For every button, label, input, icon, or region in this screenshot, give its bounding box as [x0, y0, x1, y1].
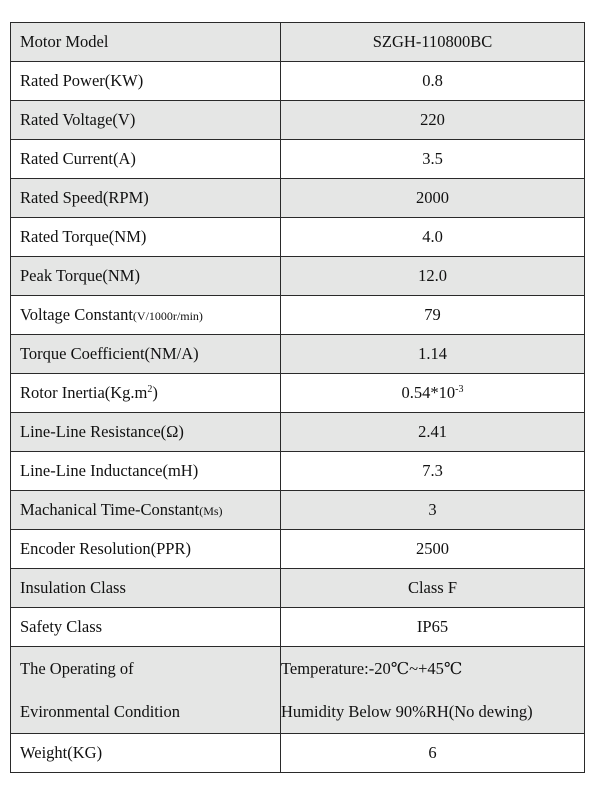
row-label — [11, 374, 281, 413]
row-value: 6 — [281, 734, 585, 773]
table-row — [11, 179, 585, 218]
row-label-line: The Operating of — [20, 659, 134, 678]
row-label: Torque Coefficient(NM/A) — [11, 335, 281, 374]
row-label: Rated Voltage(V) — [11, 101, 281, 140]
row-value — [281, 647, 585, 734]
row-value: 3.5 — [281, 140, 585, 179]
row-label: Safety Class — [11, 608, 281, 647]
row-label-unit: (V/1000r/min) — [132, 309, 203, 323]
table-row — [11, 374, 585, 413]
row-value: SZGH-110800BC — [281, 23, 585, 62]
row-value-line: Humidity Below 90%RH(No dewing) — [281, 702, 533, 721]
table-row — [11, 530, 585, 569]
row-label: Line-Line Inductance(mH) — [11, 452, 281, 491]
row-label-main: Machanical Time-Constant — [20, 500, 200, 519]
row-label-superscript: 2 — [147, 384, 153, 395]
row-label-line: Evironmental Condition — [20, 702, 180, 721]
row-value: 0.8 — [281, 62, 585, 101]
table-row — [11, 608, 585, 647]
row-value: 79 — [281, 296, 585, 335]
row-value: 2.41 — [281, 413, 585, 452]
row-value: 3 — [281, 491, 585, 530]
row-value — [281, 374, 585, 413]
row-label: Insulation Class — [11, 569, 281, 608]
table-row — [11, 257, 585, 296]
table-row — [11, 491, 585, 530]
row-label: Motor Model — [11, 23, 281, 62]
row-value: IP65 — [281, 608, 585, 647]
row-value: 1.14 — [281, 335, 585, 374]
row-value: 12.0 — [281, 257, 585, 296]
row-value: Class F — [281, 569, 585, 608]
row-label: Rated Torque(NM) — [11, 218, 281, 257]
table-row — [11, 452, 585, 491]
row-value: 220 — [281, 101, 585, 140]
row-value: 4.0 — [281, 218, 585, 257]
row-label-main: Rotor Inertia(Kg.m — [20, 383, 148, 402]
table-row — [11, 734, 585, 773]
row-value-line: Temperature:-20℃~+45℃ — [281, 659, 463, 678]
table-row — [11, 218, 585, 257]
motor-spec-table — [10, 22, 585, 773]
row-label: Rated Power(KW) — [11, 62, 281, 101]
row-label — [11, 647, 281, 734]
row-label: Encoder Resolution(PPR) — [11, 530, 281, 569]
row-label: Peak Torque(NM) — [11, 257, 281, 296]
table-row — [11, 101, 585, 140]
table-row — [11, 140, 585, 179]
table-row — [11, 62, 585, 101]
row-value-main: 0.54*10 — [401, 383, 456, 402]
table-row — [11, 647, 585, 734]
row-label-close: ) — [152, 383, 158, 402]
row-value: 2500 — [281, 530, 585, 569]
table-row — [11, 335, 585, 374]
row-label — [11, 296, 281, 335]
table-row — [11, 23, 585, 62]
row-label-main: Voltage Constant — [20, 305, 133, 324]
row-value: 2000 — [281, 179, 585, 218]
table-row — [11, 569, 585, 608]
row-label: Rated Current(A) — [11, 140, 281, 179]
table-row — [11, 296, 585, 335]
row-label-unit: (Ms) — [199, 504, 223, 518]
row-value-exponent: -3 — [455, 384, 464, 395]
table-row — [11, 413, 585, 452]
row-label: Line-Line Resistance(Ω) — [11, 413, 281, 452]
row-value: 7.3 — [281, 452, 585, 491]
row-label: Rated Speed(RPM) — [11, 179, 281, 218]
row-label: Weight(KG) — [11, 734, 281, 773]
row-label — [11, 491, 281, 530]
